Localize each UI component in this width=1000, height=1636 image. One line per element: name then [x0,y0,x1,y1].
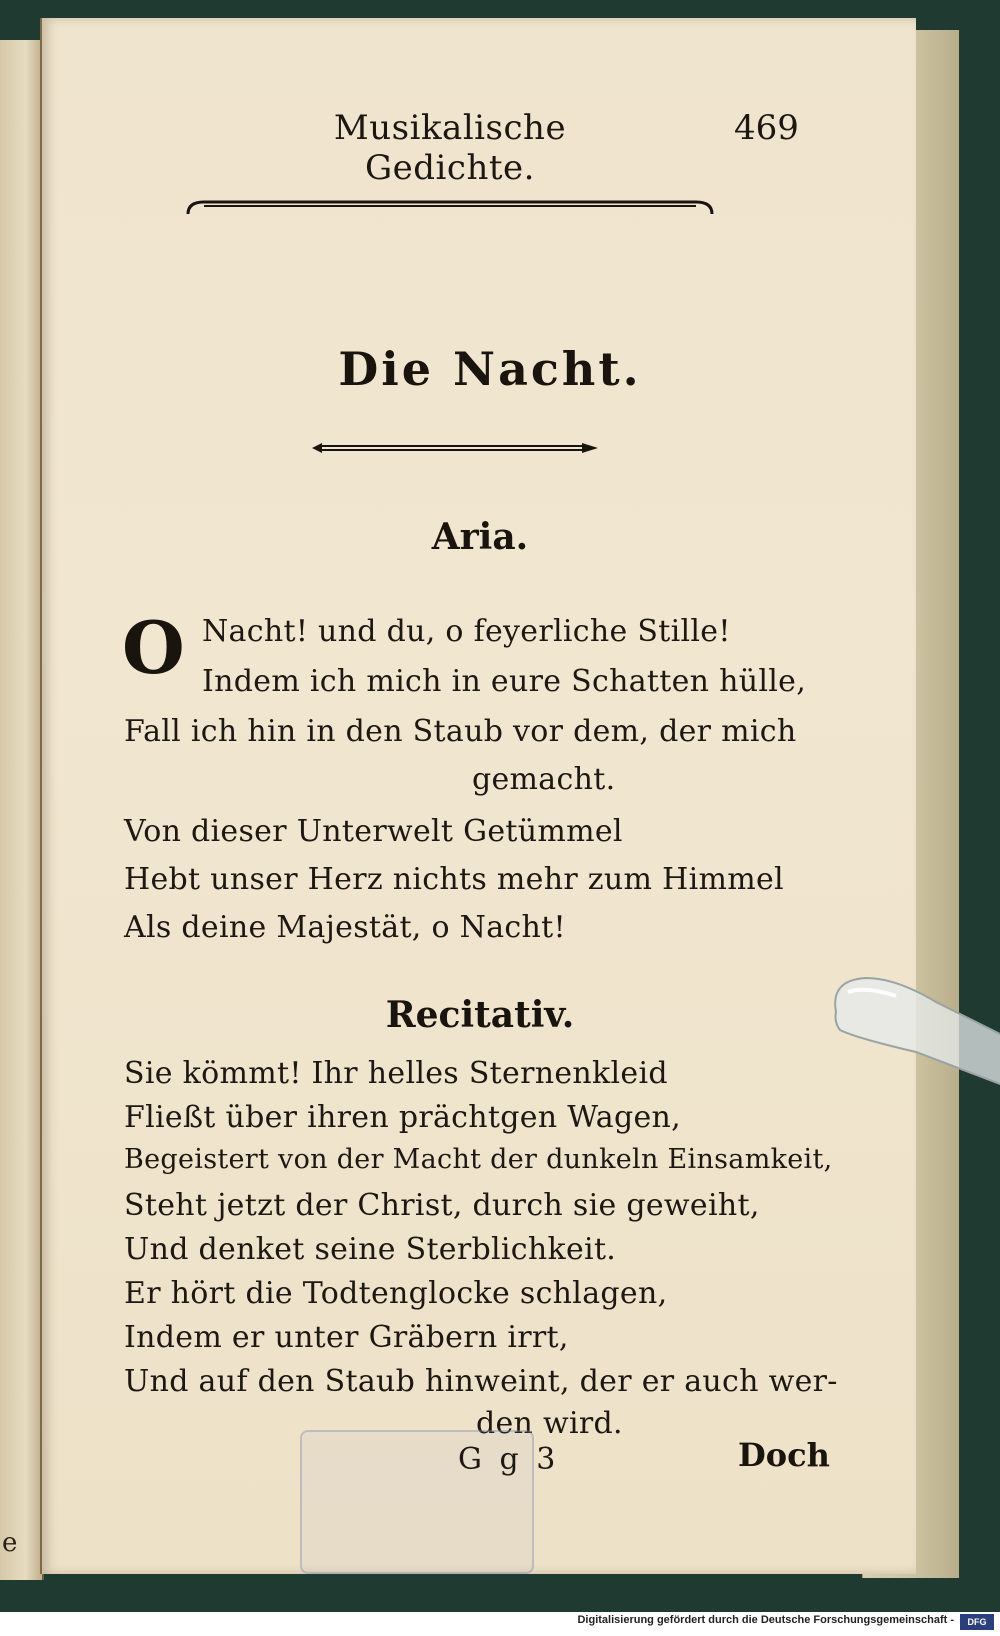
dfg-logo: DFG [960,1614,994,1630]
aria-line-1: Nacht! und du, o feyerliche Stille! [202,614,731,649]
recitativ-line-3: Begeistert von der Macht der dunkeln Einsamkeit, [124,1144,833,1175]
aria-line-3-continued: gemacht. [472,762,616,797]
aria-line-6: Als deine Majestät, o Nacht! [124,910,566,945]
recitativ-heading: Recitativ. [385,994,575,1036]
page-holder-clip [826,972,1000,1092]
title-ornament-rule [310,440,600,456]
running-title: Musikalische Gedichte. [333,108,567,188]
catchword: Doch [738,1436,830,1474]
recitativ-line-1: Sie kömmt! Ihr helles Sternenkleid [124,1056,668,1091]
recitativ-line-6: Er hört die Todtenglocke schlagen, [124,1276,668,1311]
previous-page-edge [0,40,44,1580]
recitativ-line-8-continued: den wird. [476,1406,623,1441]
digitization-credit: Digitalisierung gefördert durch die Deutsche Forschungsgemeinschaft - [577,1614,954,1626]
drop-cap: O [122,605,185,690]
poem-title: Die Nacht. [338,342,642,396]
recitativ-line-8: Und auf den Staub hinweint, der er auch wer- [124,1364,838,1399]
page-number: 469 [734,108,799,148]
recitativ-line-4: Steht jetzt der Christ, durch sie geweiht, [124,1188,760,1223]
aria-line-4: Von dieser Unterwelt Getümmel [124,814,623,849]
recitativ-line-7: Indem er unter Gräbern irrt, [124,1320,569,1355]
recitativ-line-2: Fließt über ihren prächtgen Wagen, [124,1100,681,1135]
aria-heading: Aria. [431,516,529,558]
previous-page-fragment: e [2,1528,18,1558]
header-rule [184,196,716,218]
aria-line-5: Hebt unser Herz nichts mehr zum Himmel [124,862,784,897]
signature-mark: G g 3 [458,1442,560,1477]
aria-line-2: Indem ich mich in eure Schatten hülle, [202,664,807,699]
aria-line-3: Fall ich hin in den Staub vor dem, der mich [124,714,797,749]
recitativ-line-5: Und denket seine Sterblichkeit. [124,1232,617,1267]
